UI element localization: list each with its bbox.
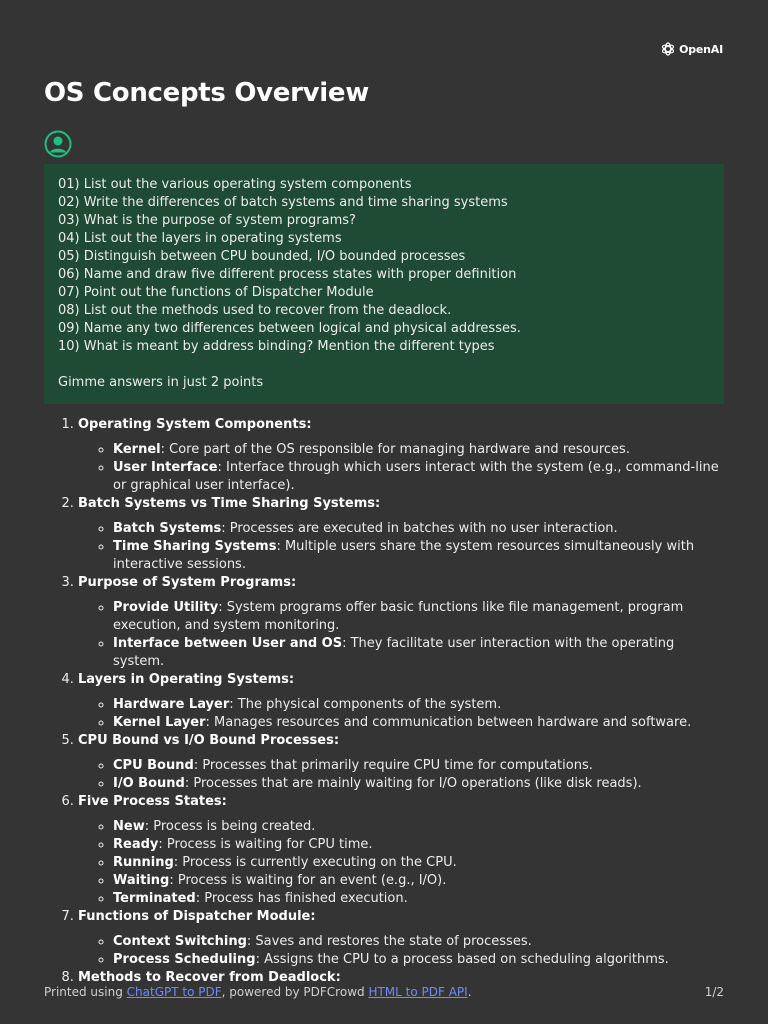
point-text: : The physical components of the system. bbox=[229, 697, 502, 712]
html-to-pdf-api-link[interactable]: HTML to PDF API bbox=[368, 985, 468, 999]
answer-section bbox=[78, 671, 724, 732]
assistant-answer bbox=[44, 416, 724, 985]
point-label: Terminated bbox=[113, 891, 196, 906]
footer-suffix: . bbox=[467, 985, 472, 999]
list-item bbox=[113, 714, 724, 732]
section-title: Batch Systems vs Time Sharing Systems: bbox=[78, 496, 381, 511]
list-item bbox=[113, 872, 724, 890]
logo-text: OpenAI bbox=[679, 42, 723, 56]
point-text: : Core part of the OS responsible for managing hardware and resources. bbox=[160, 442, 630, 457]
section-title: Methods to Recover from Deadlock: bbox=[78, 970, 341, 985]
footer-prefix: Printed using bbox=[44, 985, 127, 999]
section-title: Functions of Dispatcher Module: bbox=[78, 909, 316, 924]
section-title: Operating System Components: bbox=[78, 417, 312, 432]
openai-logo-icon bbox=[660, 41, 676, 57]
point-label: Waiting bbox=[113, 873, 170, 888]
list-item bbox=[113, 441, 724, 459]
list-item bbox=[113, 538, 724, 574]
prompt-question: 03) What is the purpose of system programs? bbox=[58, 213, 356, 228]
section-points bbox=[78, 520, 724, 574]
section-title: Layers in Operating Systems: bbox=[78, 672, 295, 687]
prompt-question: 06) Name and draw five different process states with proper definition bbox=[58, 267, 517, 282]
prompt-question: 07) Point out the functions of Dispatcher Module bbox=[58, 285, 374, 300]
point-text: : Assigns the CPU to a process based on scheduling algorithms. bbox=[255, 952, 669, 967]
chatgpt-to-pdf-link[interactable]: ChatGPT to PDF bbox=[126, 985, 222, 999]
point-label: Provide Utility bbox=[113, 600, 219, 615]
user-avatar-icon bbox=[44, 130, 72, 158]
point-label: Kernel Layer bbox=[113, 715, 206, 730]
page-footer bbox=[44, 985, 724, 999]
user-prompt bbox=[44, 164, 724, 404]
page-number: 1/2 bbox=[704, 985, 724, 999]
section-points bbox=[78, 441, 724, 495]
point-text: : Process is waiting for CPU time. bbox=[158, 837, 373, 852]
answer-section bbox=[78, 574, 724, 671]
prompt-question: 05) Distinguish between CPU bounded, I/O bounded processes bbox=[58, 249, 466, 264]
list-item bbox=[113, 635, 724, 671]
point-label: Context Switching bbox=[113, 934, 247, 949]
list-item bbox=[113, 854, 724, 872]
point-text: : Manages resources and communication between hardware and software. bbox=[205, 715, 692, 730]
list-item bbox=[113, 599, 724, 635]
section-title: Purpose of System Programs: bbox=[78, 575, 297, 590]
footer-middle: , powered by PDFCrowd bbox=[221, 985, 369, 999]
section-points bbox=[78, 757, 724, 793]
list-item bbox=[113, 520, 724, 538]
point-label: CPU Bound bbox=[113, 758, 194, 773]
answer-sections bbox=[44, 416, 724, 994]
prompt-question: 08) List out the methods used to recover from the deadlock. bbox=[58, 303, 452, 318]
point-text: : Processes are executed in batches with no user interaction. bbox=[221, 521, 618, 536]
point-label: Kernel bbox=[113, 442, 161, 457]
point-text: : They facilitate user interaction with the operating system. bbox=[113, 636, 675, 669]
answer-section bbox=[78, 495, 724, 574]
list-item bbox=[113, 757, 724, 775]
list-item bbox=[113, 951, 724, 969]
section-points bbox=[78, 696, 724, 732]
prompt-spacer bbox=[58, 356, 710, 374]
answer-section bbox=[78, 732, 724, 793]
point-text: : Interface through which users interact with the system (e.g., command-line or graphical user interface). bbox=[113, 460, 719, 493]
section-title: CPU Bound vs I/O Bound Processes: bbox=[78, 733, 340, 748]
prompt-question: 01) List out the various operating system components bbox=[58, 177, 412, 192]
prompt-question: 09) Name any two differences between logical and physical addresses. bbox=[58, 321, 521, 336]
prompt-question: 02) Write the differences of batch systems and time sharing systems bbox=[58, 195, 508, 210]
point-label: Time Sharing Systems bbox=[113, 539, 277, 554]
prompt-closing: Gimme answers in just 2 points bbox=[58, 375, 264, 390]
point-label: I/O Bound bbox=[113, 776, 185, 791]
answer-section bbox=[78, 908, 724, 969]
list-item bbox=[113, 836, 724, 854]
list-item bbox=[113, 890, 724, 908]
page-title: OS Concepts Overview bbox=[44, 78, 369, 108]
point-label: Interface between User and OS bbox=[113, 636, 343, 651]
point-text: : Processes that are mainly waiting for I/O operations (like disk reads). bbox=[184, 776, 642, 791]
section-points bbox=[78, 599, 724, 671]
point-text: : Saves and restores the state of processes. bbox=[246, 934, 532, 949]
point-text: : Process has finished execution. bbox=[195, 891, 408, 906]
prompt-question: 04) List out the layers in operating systems bbox=[58, 231, 342, 246]
openai-logo bbox=[660, 41, 723, 57]
point-text: : Process is waiting for an event (e.g., I/O). bbox=[169, 873, 447, 888]
list-item bbox=[113, 696, 724, 714]
section-points bbox=[78, 933, 724, 969]
point-label: Hardware Layer bbox=[113, 697, 230, 712]
point-text: : Process is currently executing on the CPU. bbox=[173, 855, 457, 870]
point-label: Ready bbox=[113, 837, 159, 852]
point-text: : Multiple users share the system resources simultaneously with interactive sessions. bbox=[113, 539, 695, 572]
section-title: Five Process States: bbox=[78, 794, 227, 809]
point-label: User Interface bbox=[113, 460, 218, 475]
point-text: : Processes that primarily require CPU time for computations. bbox=[193, 758, 593, 773]
answer-section bbox=[78, 793, 724, 908]
point-label: Batch Systems bbox=[113, 521, 222, 536]
answer-section bbox=[78, 416, 724, 495]
point-text: : System programs offer basic functions like file management, program execution, and system monitoring. bbox=[113, 600, 684, 633]
point-label: New bbox=[113, 819, 145, 834]
point-label: Running bbox=[113, 855, 174, 870]
list-item bbox=[113, 775, 724, 793]
list-item bbox=[113, 933, 724, 951]
list-item bbox=[113, 818, 724, 836]
point-text: : Process is being created. bbox=[144, 819, 316, 834]
point-label: Process Scheduling bbox=[113, 952, 256, 967]
footer-credit bbox=[44, 985, 472, 999]
list-item bbox=[113, 459, 724, 495]
section-points bbox=[78, 818, 724, 908]
prompt-question: 10) What is meant by address binding? Mention the different types bbox=[58, 339, 495, 354]
